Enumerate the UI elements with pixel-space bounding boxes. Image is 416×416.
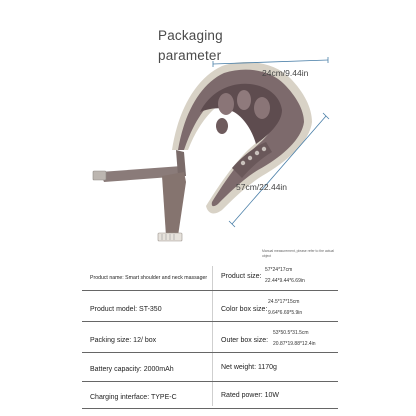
outer-box-size-label: Outer box size: xyxy=(221,337,269,344)
title-line-1: Packaging xyxy=(158,28,223,43)
product-name-label: Product name: Smart shoulder and neck massager xyxy=(90,275,208,281)
heat-button-icon xyxy=(255,151,259,155)
massage-node-1 xyxy=(218,93,234,115)
speed-button-icon xyxy=(262,147,266,151)
length-dimension-label: 57cm/22.44in xyxy=(236,182,288,192)
massage-node-2 xyxy=(237,90,251,110)
color-box-size-in: 9.64*6.69*5.9in xyxy=(268,310,303,316)
battery-capacity-label: Battery capacity: 2000mAh xyxy=(90,366,174,373)
net-weight-label: Net weight: 1170g xyxy=(221,364,277,371)
power-button-icon xyxy=(241,161,245,165)
width-dimension-line xyxy=(213,60,328,64)
product-size-in: 22.44*9.44*6.69in xyxy=(265,278,305,284)
massage-node-3 xyxy=(254,97,270,119)
strap xyxy=(93,150,186,241)
massage-node-4 xyxy=(216,118,228,134)
charging-interface-label: Charging interface: TYPE-C xyxy=(90,394,177,401)
measurement-note-line-1: Manual measurement, please refer to the actual xyxy=(262,249,334,253)
title-line-2: parameter xyxy=(158,48,222,63)
color-box-size-label: Color box size: xyxy=(221,306,268,313)
strap-buckle-left xyxy=(93,171,106,180)
rated-power-label: Rated power: 10W xyxy=(221,392,279,399)
mode-button-icon xyxy=(248,156,252,160)
measurement-note-line-2: object xyxy=(262,254,272,258)
outer-box-size-cm: 53*50.5*31.5cm xyxy=(273,330,309,336)
product-size-label: Product size: xyxy=(221,273,262,280)
product-size-cm: 57*24*17cm xyxy=(265,267,293,273)
color-box-size-cm: 24.5*17*15cm xyxy=(268,299,300,305)
width-dimension-label: 24cm/9.44in xyxy=(262,68,309,78)
product-model-label: Product model: ST-350 xyxy=(90,306,162,313)
outer-box-size-in: 20.87*19.88*12.4in xyxy=(273,341,316,347)
packing-size-label: Packing size: 12/ box xyxy=(90,337,157,344)
